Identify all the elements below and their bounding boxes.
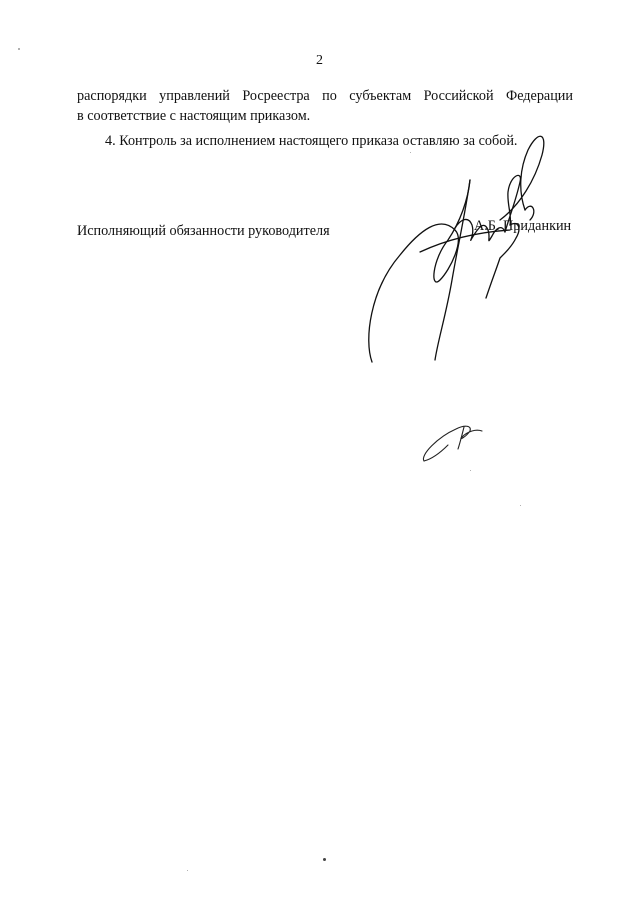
scan-speck	[18, 48, 20, 50]
paragraph-line-1: распорядки управлений Росреестра по субъектам Российской Федерации	[77, 88, 573, 104]
signatory-role: Исполняющий обязанности руководителя	[77, 223, 330, 239]
scan-speck	[187, 870, 188, 871]
scan-speck	[470, 470, 471, 471]
signatory-name: А.Б. Приданкин	[474, 218, 572, 234]
scan-speck	[410, 152, 411, 153]
scan-speck	[323, 858, 326, 861]
paragraph-line-2: в соответствие с настоящим приказом.	[77, 108, 311, 124]
initial-mark	[418, 415, 498, 470]
handwritten-signature	[360, 120, 580, 370]
paragraph-item-4: 4. Контроль за исполнением настоящего приказа оставляю за собой.	[105, 133, 518, 149]
scan-speck	[520, 505, 521, 506]
page-number: 2	[316, 53, 323, 68]
